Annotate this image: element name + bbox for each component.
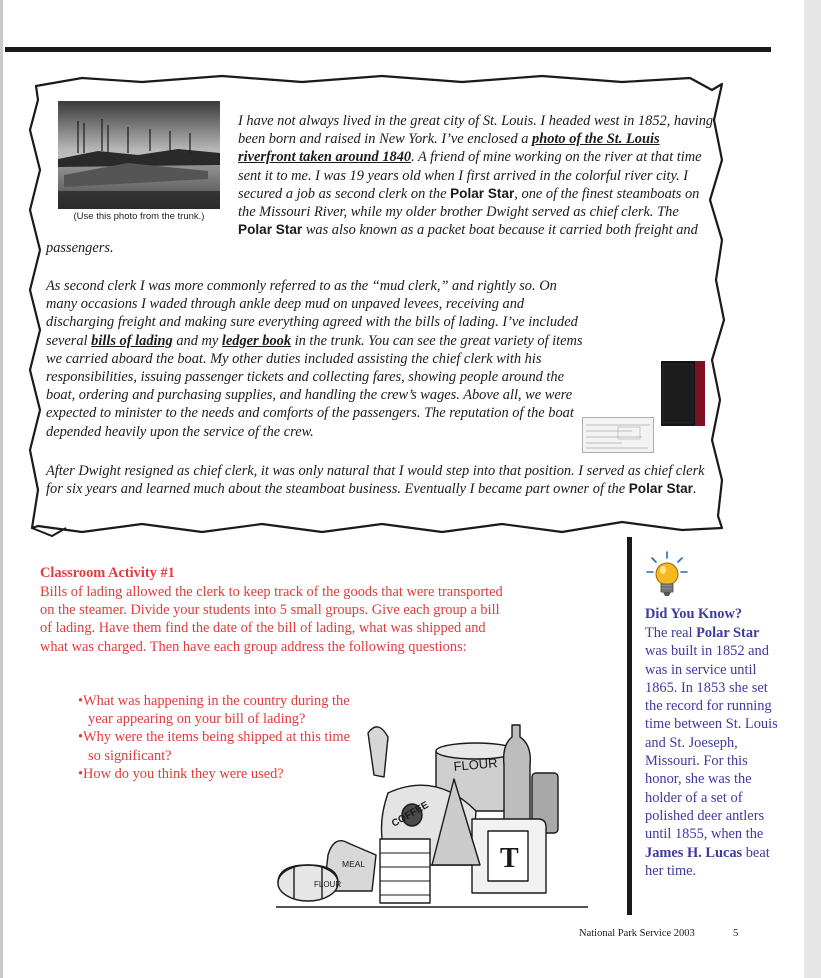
sidebar-divider <box>627 537 632 915</box>
letter-paragraph-1: I have not always lived in the great city of St. Louis. I headed west in 1852, having been born and raised in New York. I’ve enclosed a photo of the St. Louis riverfront taken around 1840. A friend of mine working on the river at that time sent it to me. I was 19 years old when I first arrived in the colorful river city. I secured a job as second clerk on the Polar Star, one of the finest steamboats on the Missouri River, while my older brother Dwight served as chief clerk. The Polar Star was also known as a packet boat because it carried both freight and passengers. <box>46 113 714 257</box>
did-you-know-body: The real Polar Star was built in 1852 and was in service until 1865. In 1853 she set the record for running time between St. Louis and St. Joeseph, Missouri. For this honor, she was the holder of a set of polished deer antlers until 1855, when the James H. Lucas beat her time. <box>645 625 778 879</box>
top-rule <box>5 47 771 52</box>
ledger-book-link[interactable]: ledger book <box>221 332 292 349</box>
coffee-label: COFFEE <box>390 799 431 830</box>
bill-of-lading-thumbnail <box>582 417 654 453</box>
activity-body: Bills of lading allowed the clerk to keep track of the goods that were transported on the steamer. Divide your students into 5 small groups. Give each group a bill of lading. Have them find the date of the bill of lading, what was shipped and what was charged. Then have each group address the following questions: <box>40 584 503 655</box>
activity-question: •Why were the items being shipped at this time so significant? <box>78 729 351 764</box>
ship-name: Polar Star <box>628 481 693 497</box>
ship-name: Polar Star <box>238 222 303 238</box>
photo-link[interactable]: photo of the St. Louis riverfront taken around 1840 <box>238 131 660 166</box>
did-you-know-title: Did You Know? <box>645 606 743 622</box>
letter-paragraph-2: As second clerk I was more commonly referred to as the “mud clerk,” and rightly so. On many occasions I waded through ankle deep mud on unpaved levees, receiving and discharging freight and making sure everything agreed with the bills of lading. I’ve included several bills of lading and my ledger book in the trunk. You can see the great variety of items we carried aboard the boat. My other duties included assisting the chief clerk with his responsibilities, issuing passenger tickets and collecting fares, showing people around the boat, ordering and purchasing supplies, and handling the crew’s wages. Above all, we were expected to minister to the needs and comforts of the passengers. The reputation of the boat depended heavily upon the service of the crew. <box>46 278 583 440</box>
flour-label: FLOUR <box>452 755 499 774</box>
page-right-margin <box>804 0 821 978</box>
ledger-book-image <box>661 361 705 426</box>
page-number: 5 <box>733 928 739 939</box>
page-left-edge <box>0 0 3 978</box>
meal-label: MEAL <box>342 859 366 869</box>
bills-of-lading-link[interactable]: bills of lading <box>91 332 173 349</box>
activity-question: •How do you think they were used? <box>78 765 284 782</box>
rival-ship-name: James H. Lucas <box>645 844 743 861</box>
photo-caption: (Use this photo from the trunk.) <box>73 211 205 222</box>
box-letter: T <box>500 843 519 874</box>
letter-paragraph-3: After Dwight resigned as chief clerk, it was only natural that I would step into that position. I served as chief clerk for six years and learned much about the steamboat business. Eventually I became part owner of the Polar Star. <box>46 463 705 498</box>
cargo-illustration <box>276 715 588 911</box>
activity-question: •What was happening in the country during the year appearing on your bill of lading? <box>78 693 350 728</box>
footer-credit: National Park Service 2003 <box>579 928 695 939</box>
lightbulb-icon <box>644 550 690 602</box>
activity-title: Classroom Activity #1 <box>40 565 175 581</box>
ship-name: Polar Star <box>696 625 760 641</box>
ship-name: Polar Star <box>450 185 515 201</box>
flour-label-small: FLOUR <box>314 880 342 889</box>
